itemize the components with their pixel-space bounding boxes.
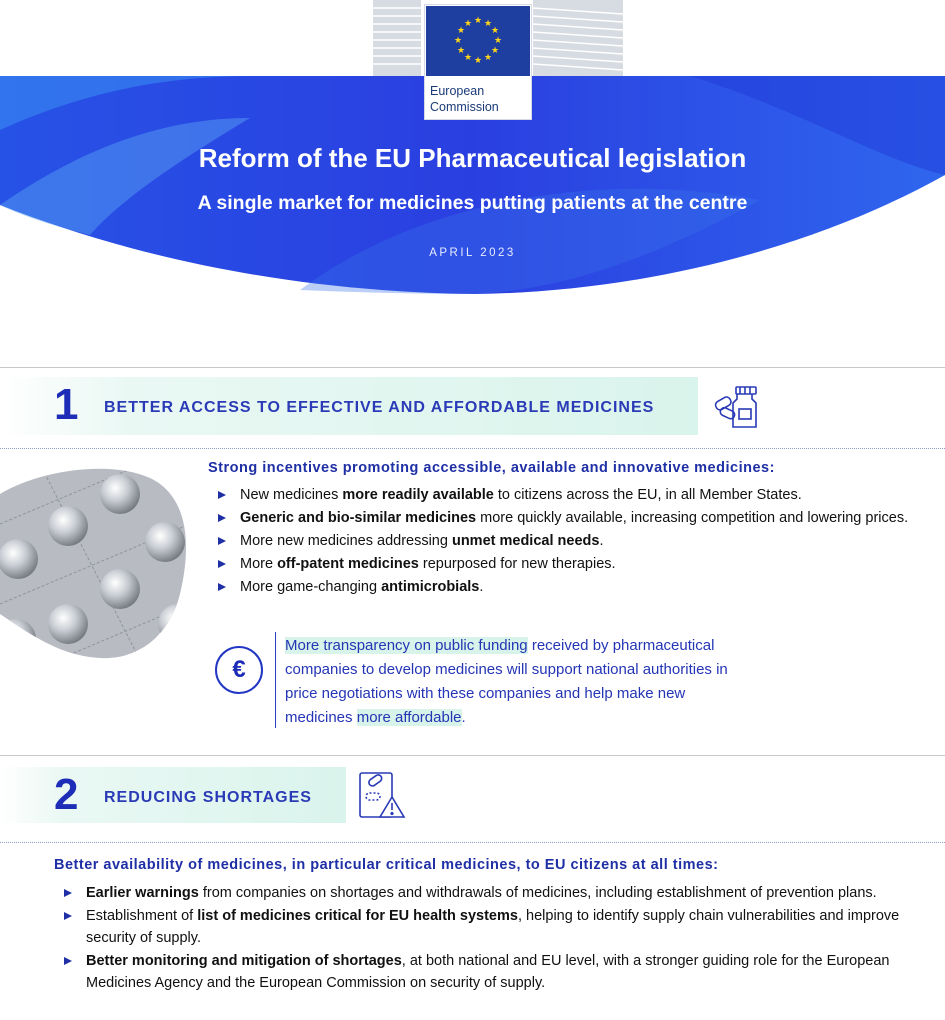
european-commission-logo — [424, 4, 532, 120]
arrow-bullet-icon — [218, 560, 226, 568]
svg-text:★: ★ — [473, 56, 483, 66]
svg-text:★: ★ — [493, 36, 503, 46]
arrow-bullet-icon — [218, 583, 226, 591]
document-title: Reform of the EU Pharmaceutical legislation — [198, 143, 747, 173]
arrow-bullet-icon — [218, 514, 226, 522]
arrow-bullet-icon — [64, 912, 72, 920]
list-item: More game-changing antimicrobials. — [214, 576, 934, 598]
svg-text:★: ★ — [463, 53, 473, 63]
section-2-number: 2 — [54, 770, 79, 819]
section-1-lead: Strong incentives promoting accessible, available and innovative medicines: — [208, 460, 775, 476]
list-item: New medicines more readily available to citizens across the EU, in all Member States. — [214, 484, 934, 506]
transparency-note: More transparency on public funding received by pharmaceutical companies to develop medicines will support national authorities in price negotiations with these companies and help make new medicines more affordable. — [285, 637, 728, 726]
section-2-title: REDUCING SHORTAGES — [104, 789, 312, 806]
section-1-number: 1 — [54, 380, 79, 429]
section-1-list — [214, 484, 934, 599]
list-item: Better monitoring and mitigation of shortages, at both national and EU level, with a stronger guiding role for the European Medicines Agency and the European Commission on security of supply. — [60, 950, 915, 994]
publication-date: APRIL 2023 — [429, 247, 516, 259]
section-divider — [0, 755, 945, 756]
list-item: Generic and bio-similar medicines more quickly available, increasing competition and lowering prices. — [214, 507, 934, 529]
arrow-bullet-icon — [218, 537, 226, 545]
list-item: More new medicines addressing unmet medical needs. — [214, 530, 934, 552]
svg-text:★: ★ — [483, 53, 493, 63]
arrow-bullet-icon — [64, 957, 72, 965]
medicine-bottle-icon — [712, 385, 760, 431]
highlight-affordable: more affordable — [356, 709, 462, 726]
svg-text:★: ★ — [490, 46, 500, 56]
arrow-bullet-icon — [218, 491, 226, 499]
svg-text:★: ★ — [490, 26, 500, 36]
section-2-lead: Better availability of medicines, in particular critical medicines, to EU citizens at all times: — [54, 857, 719, 873]
section-2-list — [60, 882, 915, 995]
list-item: Earlier warnings from companies on shortages and withdrawals of medicines, including establishment of prevention plans. — [60, 882, 915, 904]
transparency-rule — [275, 632, 276, 728]
arrow-bullet-icon — [64, 889, 72, 897]
logo-text: European Commission — [430, 84, 499, 114]
section-divider — [0, 367, 945, 368]
svg-text:★: ★ — [456, 26, 466, 36]
svg-text:★: ★ — [453, 36, 463, 46]
pill-blister-image — [0, 464, 190, 660]
svg-text:★: ★ — [473, 16, 483, 26]
eu-flag-icon — [426, 6, 530, 76]
section-2-dotted-divider — [0, 842, 945, 843]
euro-icon: € — [215, 646, 263, 694]
section-1-dotted-divider — [0, 448, 945, 449]
svg-text:★: ★ — [483, 19, 493, 29]
list-item: More off-patent medicines repurposed for new therapies. — [214, 553, 934, 575]
section-1-title: BETTER ACCESS TO EFFECTIVE AND AFFORDABLE MEDICINES — [104, 399, 655, 416]
shortage-warning-icon — [358, 771, 406, 821]
svg-text:★: ★ — [463, 19, 473, 29]
highlight-transparency: More transparency on public funding — [285, 637, 528, 654]
svg-text:★: ★ — [456, 46, 466, 56]
header-banner — [0, 0, 945, 300]
list-item: Establishment of list of medicines critical for EU health systems, helping to identify supply chain vulnerabilities and improve security of supply. — [60, 905, 915, 949]
document-subtitle: A single market for medicines putting patients at the centre — [197, 192, 748, 214]
